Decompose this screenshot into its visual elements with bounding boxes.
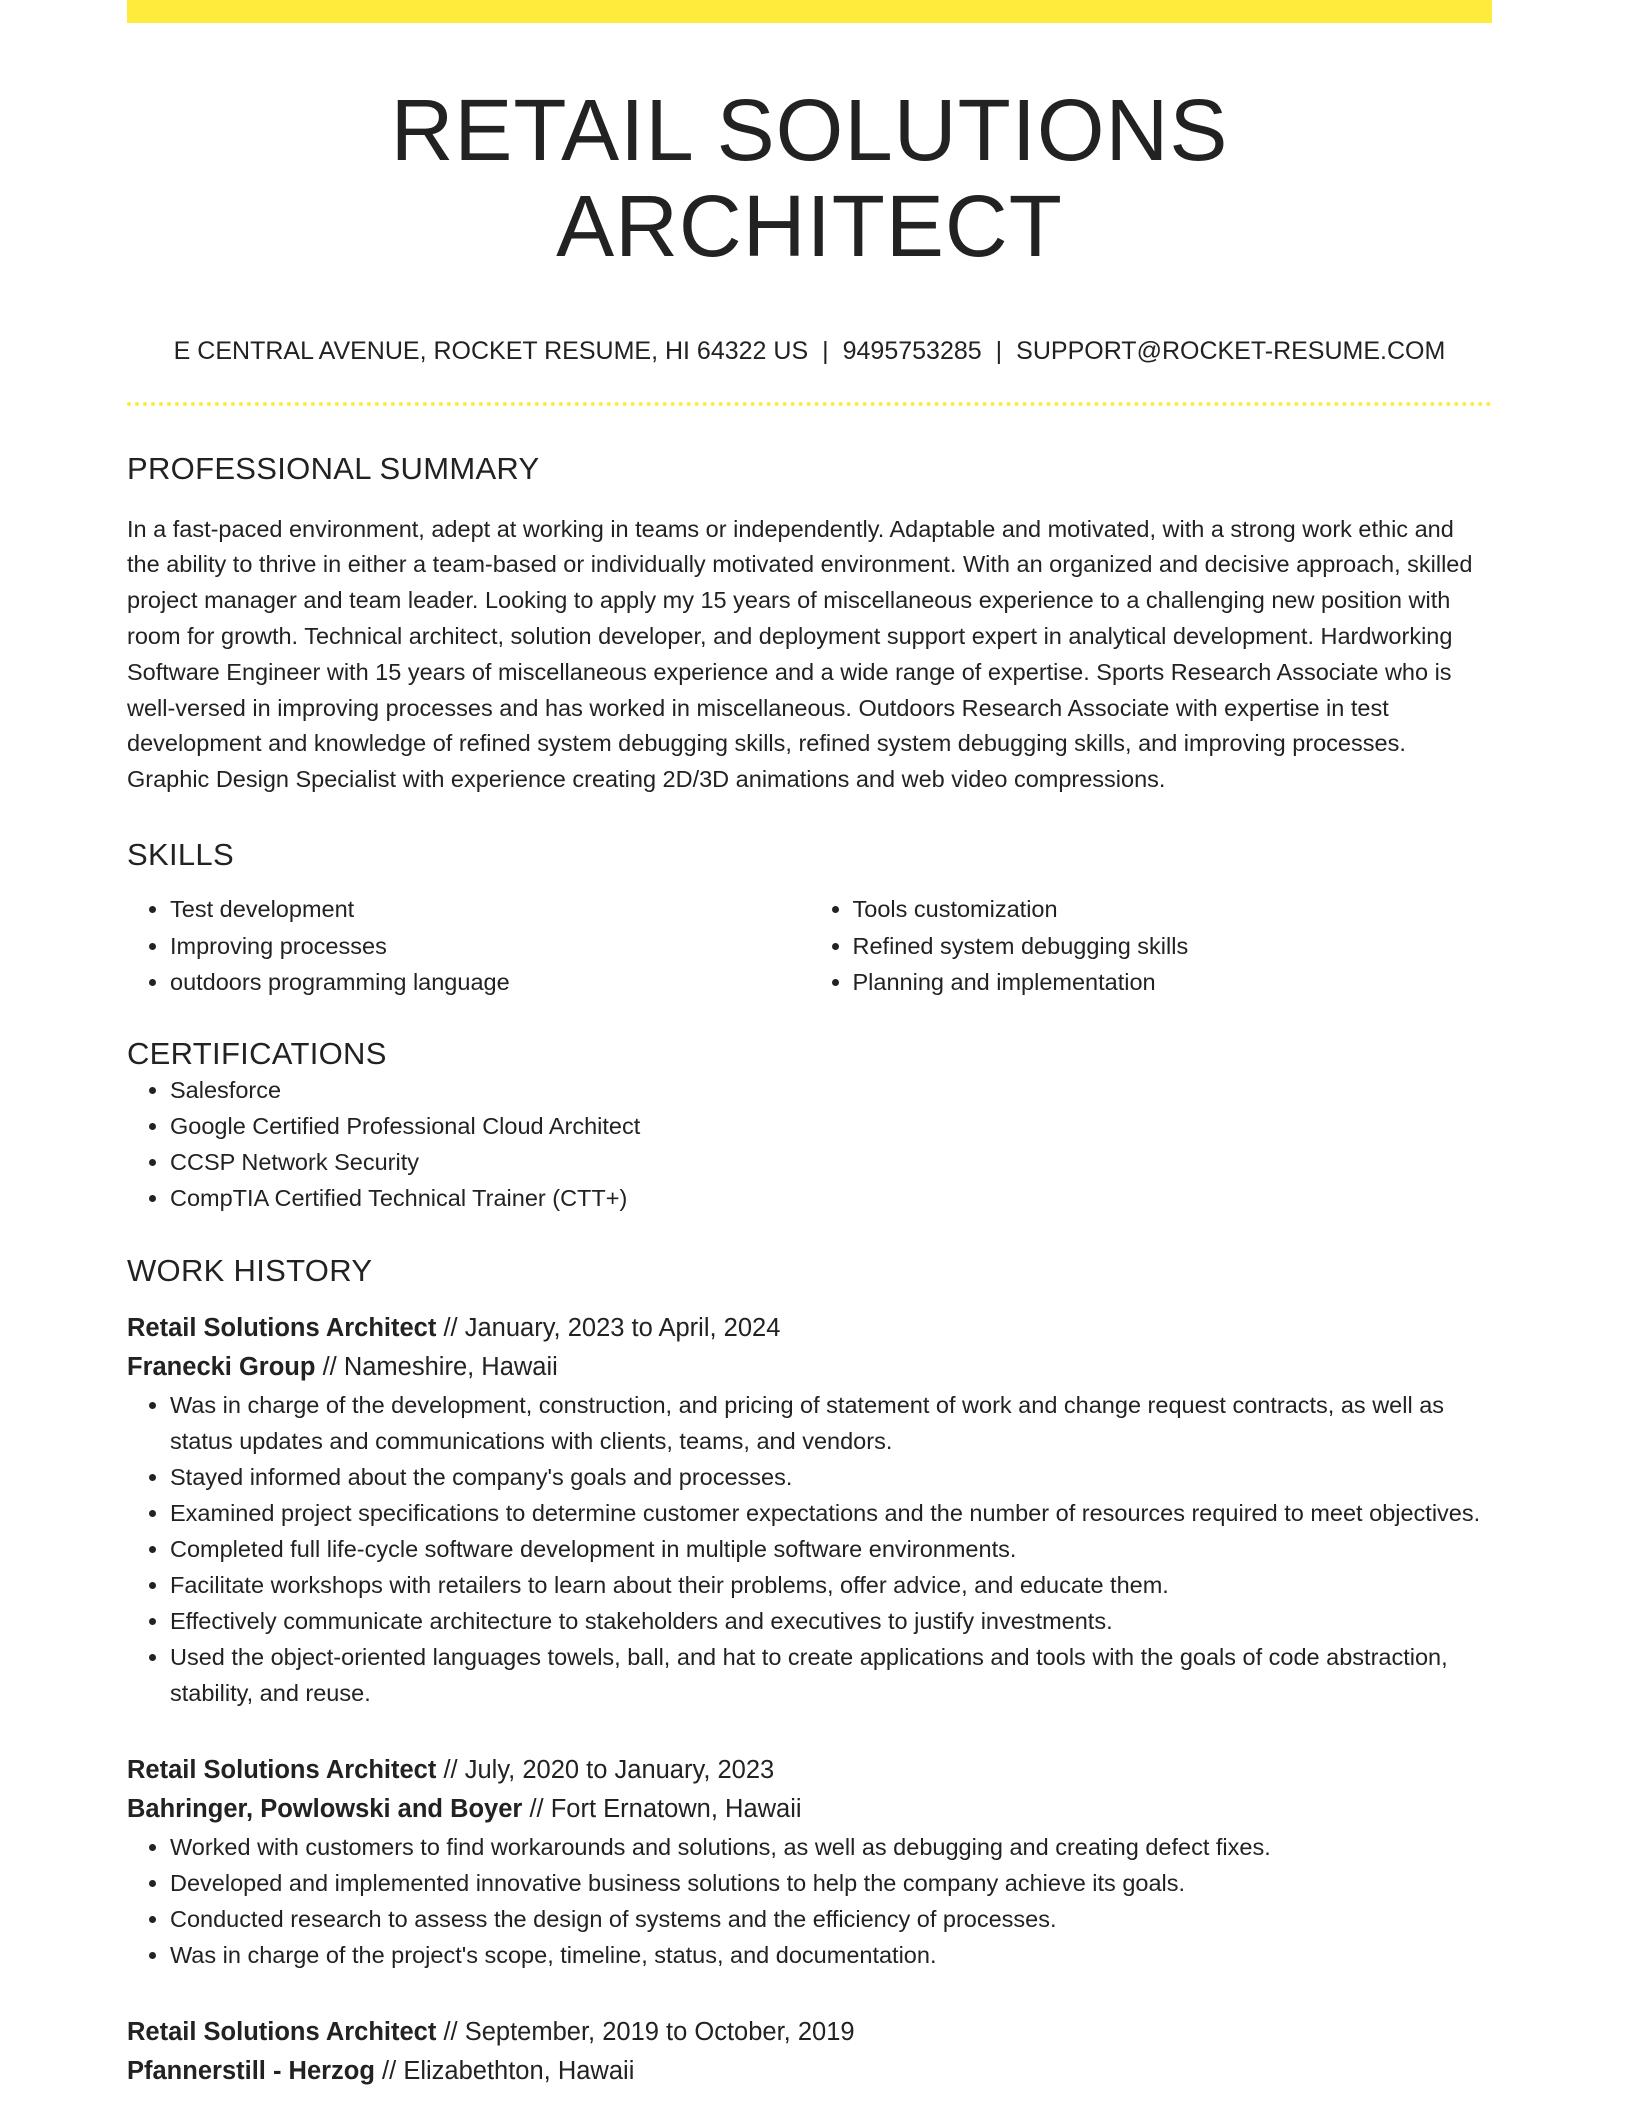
job-title: Retail Solutions Architect [127,1314,437,1342]
job-company-line [127,1348,1492,1387]
job-dates: September, 2019 to October, 2019 [464,2018,855,2046]
job-entry [127,2013,1492,2091]
job-location: Elizabethton, Hawaii [403,2057,635,2085]
job-bullet: • Was in charge of the project's scope, timeline, status, and documentation. [170,1937,1492,1973]
job-title: Retail Solutions Architect [127,1756,437,1784]
job-bullet: • Developed and implemented innovative business solutions to help the company achieve its goals. [170,1865,1492,1901]
job-company: Bahringer, Powlowski and Boyer [127,1795,523,1823]
job-bullet: • Conducted research to assess the design of systems and the efficiency of processes. [170,1901,1492,1937]
job-company-line [127,1790,1492,1829]
accent-top-bar [127,0,1492,23]
summary-section [127,450,1492,798]
job-location: Nameshire, Hawaii [343,1353,558,1381]
skills-grid [127,891,1492,1001]
job-dates: July, 2020 to January, 2023 [464,1756,775,1784]
job-bullets [127,1829,1492,1973]
summary-text: In a fast-paced environment, adept at working in teams or independently. Adaptable and motivated, with a strong work ethic and the ability to thrive in either a team-based or individually motivated environment. With an organized and decisive approach, skilled project manager and team leader. Looking to apply my 15 years of miscellaneous experience to a challenging new position with room for growth. Technical architect, solution developer, and deployment support expert in analytical development. Hardworking Software Engineer with 15 years of miscellaneous experience and a wide range of expertise. Sports Research Associate who is well-versed in improving processes and has worked in miscellaneous. Outdoors Research Associate with expertise in test development and knowledge of refined system debugging skills, refined system debugging skills, and improving processes. Graphic Design Specialist with experience creating 2D/3D animations and web video compressions. [127,515,1473,793]
job-company: Franecki Group [127,1353,316,1381]
job-bullet: • Used the object-oriented languages towels, ball, and hat to create applications and tools with the goals of code abstraction, stability, and reuse. [170,1639,1492,1711]
job-divider: // [443,1756,458,1784]
skill-item: • Improving processes [170,928,810,965]
summary-heading: PROFESSIONAL SUMMARY [127,451,540,487]
contact-email: SUPPORT@ROCKET-RESUME.COM [1016,337,1446,366]
skills-heading: SKILLS [127,836,234,872]
contact-phone: 9495753285 [842,337,982,366]
skills-list-left [127,891,810,1001]
job-entry [127,1309,1492,1711]
job-title-line [127,1751,1492,1790]
job-divider: // [529,1795,544,1823]
job-bullet: • Examined project specifications to determine customer expectations and the number of resources required to meet objectives. [170,1495,1492,1531]
job-entry [127,1751,1492,1973]
resume-title: RETAIL SOLUTIONS ARCHITECT [390,82,1229,275]
certifications-heading: CERTIFICATIONS [127,1035,387,1071]
skill-item: • Planning and implementation [853,964,1493,1001]
dotted-divider [127,402,1492,406]
job-dates: January, 2023 to April, 2024 [464,1314,781,1342]
certifications-list [127,1072,1492,1216]
job-bullet: • Effectively communicate architecture to stakeholders and executives to justify investments. [170,1603,1492,1639]
job-location: Fort Ernatown, Hawaii [550,1795,802,1823]
job-bullet: • Completed full life-cycle software development in multiple software environments. [170,1531,1492,1567]
certifications-section [127,1035,1492,1216]
job-company-line [127,2052,1492,2091]
work-history-section [127,1252,1492,2091]
contact-separator: | [995,337,1003,366]
skill-item: • Refined system debugging skills [853,928,1493,965]
job-bullet: • Was in charge of the development, construction, and pricing of statement of work and change request contracts, as well as status updates and communications with clients, teams, and vendors. [170,1387,1492,1459]
contact-line [127,336,1492,366]
job-bullet: • Facilitate workshops with retailers to learn about their problems, offer advice, and educate them. [170,1567,1492,1603]
contact-address: E CENTRAL AVENUE, ROCKET RESUME, HI 64322 US [173,337,809,366]
work-history-heading: WORK HISTORY [127,1252,373,1288]
job-bullets [127,1387,1492,1711]
skills-column-left [127,891,810,1001]
job-divider: // [382,2057,397,2085]
job-divider: // [443,2018,458,2046]
skills-section [127,836,1492,1001]
job-title-line [127,2013,1492,2052]
contact-separator: | [822,337,829,366]
certification-item: • CompTIA Certified Technical Trainer (CTT+) [170,1180,1492,1216]
job-bullet: • Stayed informed about the company's goals and processes. [170,1459,1492,1495]
job-company: Pfannerstill - Herzog [127,2057,375,2085]
certification-item: • Salesforce [170,1072,1492,1108]
job-title: Retail Solutions Architect [127,2018,437,2046]
skill-item: • outdoors programming language [170,964,810,1001]
job-title-line [127,1309,1492,1348]
skill-item: • Tools customization [853,891,1493,928]
job-divider: // [322,1353,337,1381]
skill-item: • Test development [170,891,810,928]
skills-list-right [810,891,1493,1001]
job-divider: // [443,1314,458,1342]
job-bullet: • Worked with customers to find workarounds and solutions, as well as debugging and creating defect fixes. [170,1829,1492,1865]
certification-item: • CCSP Network Security [170,1144,1492,1180]
skills-column-right [810,891,1493,1001]
certification-item: • Google Certified Professional Cloud Architect [170,1108,1492,1144]
resume-page [127,0,1492,2091]
